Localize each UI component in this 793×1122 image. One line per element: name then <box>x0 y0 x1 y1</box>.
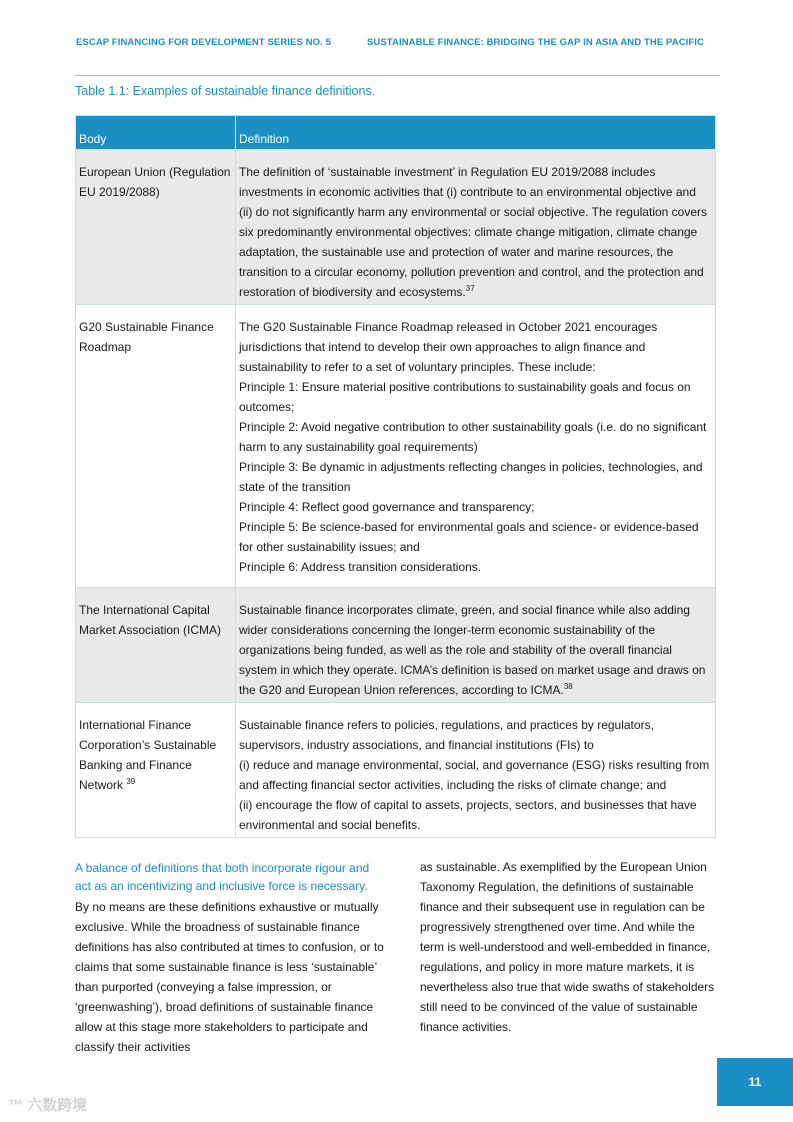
body-paragraph-left: By no means are these definitions exhaustive or mutually exclusive. While the broadness of sustainable finance definitions has also contributed at times to confusion, or to claims that some sustainable finance is less ‘sustainable’ than purported (conveying a false impression, or ‘greenwashing’), broad definitions of sustainable finance allow at this stage more stakeholders to participate and classify their activities <box>75 900 384 1054</box>
header-body: Body <box>76 116 236 150</box>
table-caption: Table 1.1: Examples of sustainable finance definitions. <box>75 84 376 98</box>
definition-line: Principle 6: Address transition considerations. <box>239 560 482 574</box>
watermark: ™ 六数跨境 <box>8 1097 88 1114</box>
definition-line: (ii) encourage the flow of capital to assets, projects, sectors, and businesses that have environmental and social benefits. <box>239 798 697 832</box>
running-header-title: SUSTAINABLE FINANCE: BRIDGING THE GAP IN ASIA AND THE PACIFIC <box>366 37 704 48</box>
row-body: The International Capital Market Association (ICMA) <box>76 588 236 703</box>
table-row <box>76 150 716 305</box>
row-definition <box>236 305 716 588</box>
definition-line: Principle 1: Ensure material positive contributions to sustainability goals and focus on outcomes; <box>239 380 691 414</box>
definition-line: The G20 Sustainable Finance Roadmap released in October 2021 encourages jurisdictions that intend to develop their own approaches to align finance and sustainability to refer to a set of voluntary principles. These include: <box>239 320 658 374</box>
header-definition: Definition <box>236 116 716 150</box>
definition-line: Sustainable finance refers to policies, regulations, and practices by regulators, supervisors, industry associations, and financial institutions (FIs) to <box>239 718 654 752</box>
row-body: G20 Sustainable Finance Roadmap <box>76 305 236 588</box>
row-definition: The definition of ‘sustainable investment’ in Regulation EU 2019/2088 includes investments in economic activities that (i) contribute to an environmental objective and (ii) do not significantly harm any environmental or social objective. The regulation covers six predominantly environmental objectives: climate change mitigation, climate change adaptation, the sustainable use and protection of water and marine resources, the transition to a circular economy, pollution prevention and control, and the protection and restoration of biodiversity and ecosystems.$^{37}$ <box>236 150 716 305</box>
definition-line: Principle 3: Be dynamic in adjustments reflecting changes in policies, technologies, and state of the transition <box>239 460 703 494</box>
table-row <box>76 305 716 588</box>
footnote-ref: 37 <box>465 284 475 293</box>
running-header-series: ESCAP FINANCING FOR DEVELOPMENT SERIES NO. 5 <box>76 37 331 48</box>
table-row <box>76 703 716 838</box>
definitions-table <box>75 115 716 838</box>
footnote-ref: 39 <box>126 777 136 786</box>
definition-line: Principle 5: Be science-based for environmental goals and science- or evidence-based for other sustainability issues; and <box>239 520 699 554</box>
row-body: International Finance Corporation’s Sustainable Banking and Finance Network $^{39}$ <box>76 703 236 838</box>
row-definition: Sustainable finance incorporates climate, green, and social finance while also adding wider considerations concerning the longer-term economic sustainability of the organizations being funded, as well as the role and stability of the overall financial system in which they operate. ICMA’s definition is based on market usage and draws on the G20 and European Union references, according to ICMA.$^{38}$ <box>236 588 716 703</box>
page-number: 11 <box>717 1058 793 1106</box>
row-body: European Union (Regulation EU 2019/2088) <box>76 150 236 305</box>
definition-line: Principle 2: Avoid negative contribution to other sustainability goals (i.e. do no significant harm to any sustainability goal requirements) <box>239 420 707 454</box>
definition-line: (i) reduce and manage environmental, social, and governance (ESG) risks resulting from and affecting financial sector activities, including the risks of climate change; and <box>239 758 710 792</box>
body-paragraph-right: as sustainable. As exemplified by the European Union Taxonomy Regulation, the definitions of sustainable finance and their subsequent use in regulation can be progressively strengthened over time. And while the term is well-understood and well-embedded in finance, regulations, and policy in more mature markets, it is nevertheless also true that wide swaths of stakeholders still need to be convinced of the value of sustainable finance activities. <box>420 860 715 1034</box>
lead-statement: A balance of definitions that both incorporate rigour and act as an incentivizing and inclusive force is necessary. <box>75 861 370 893</box>
table-header-row <box>76 116 716 150</box>
footnote-ref: 38 <box>563 682 573 691</box>
header-divider <box>75 75 720 76</box>
row-definition <box>236 703 716 838</box>
definition-line: Principle 4: Reflect good governance and transparency; <box>239 500 535 514</box>
table-row <box>76 588 716 703</box>
